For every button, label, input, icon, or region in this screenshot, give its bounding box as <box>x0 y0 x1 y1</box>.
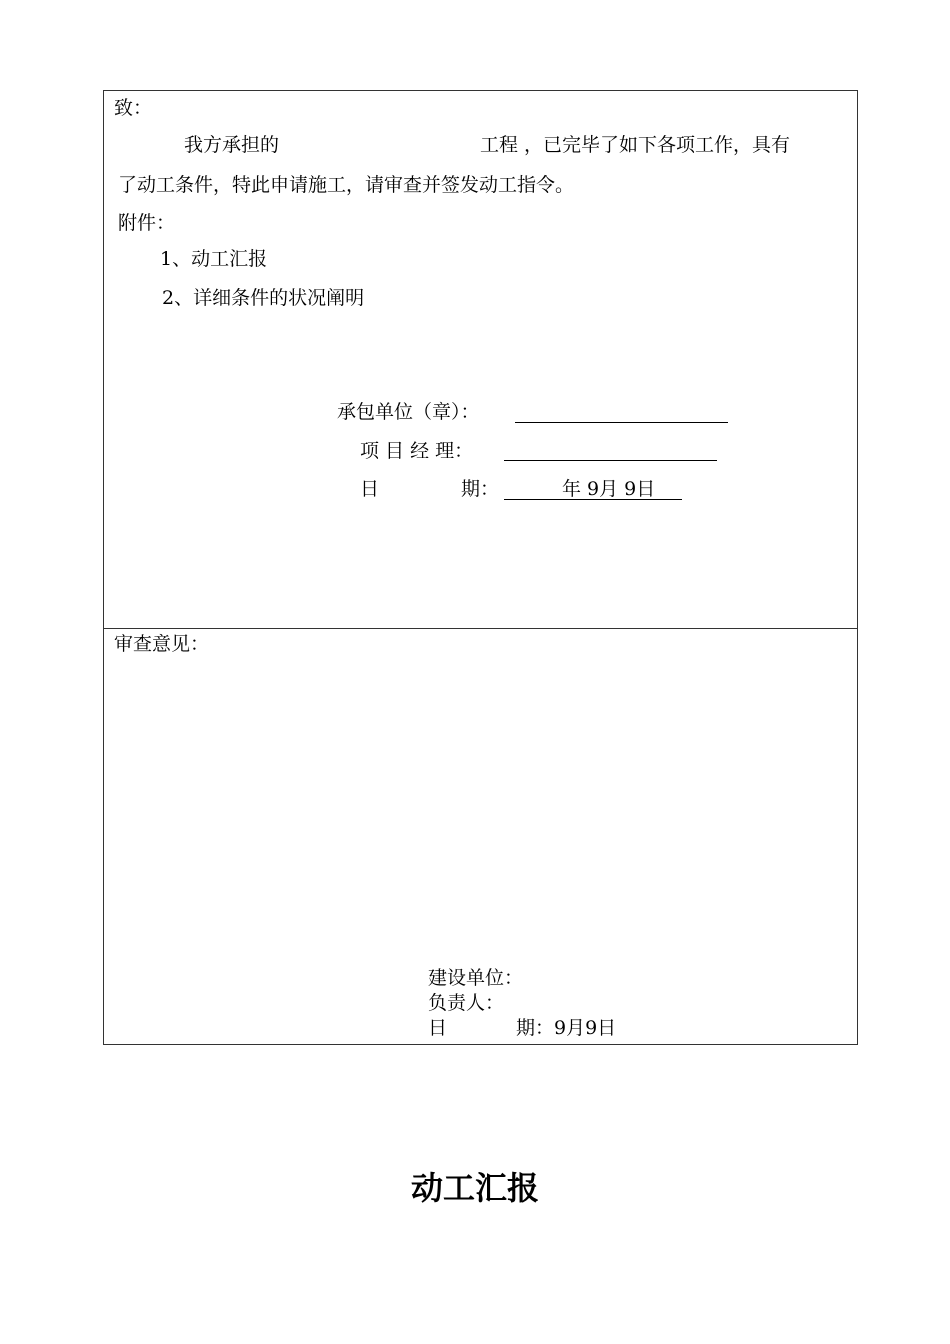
date-label-left: 日 <box>360 478 380 500</box>
review-section <box>104 629 857 1044</box>
application-section <box>104 91 857 629</box>
responsible-label: 负责人： <box>428 992 505 1014</box>
body-text-line2: 了动工条件，特此申请施工，请审查并签发动工指令。 <box>118 174 575 196</box>
date-value: 年 9月 9日 <box>562 478 656 500</box>
review-label: 审查意见： <box>114 633 210 655</box>
builder-label: 建设单位： <box>428 967 524 989</box>
review-date-right: 期：9月9日 <box>516 1017 617 1039</box>
body-text-part1: 我方承担的 <box>184 134 280 156</box>
manager-label: 项 目 经 理： <box>360 440 474 462</box>
review-date-left: 日 <box>428 1017 448 1039</box>
manager-signature-line <box>504 460 717 461</box>
date-underline <box>504 499 682 500</box>
attachment-item-2: 2、详细条件的状况阐明 <box>162 287 365 309</box>
contractor-signature-line <box>515 422 728 423</box>
application-form-table <box>103 90 858 1045</box>
attachments-label: 附件： <box>118 212 176 234</box>
contractor-label: 承包单位（章）： <box>337 401 480 423</box>
body-text-part2: 工程 ，已完毕了如下各项工作，具有 <box>480 134 791 156</box>
attachment-item-1: 1、动工汇报 <box>160 248 268 270</box>
to-label: 致： <box>114 97 153 119</box>
document-title: 动工汇报 <box>410 1169 539 1207</box>
date-label-right: 期： <box>461 478 500 500</box>
